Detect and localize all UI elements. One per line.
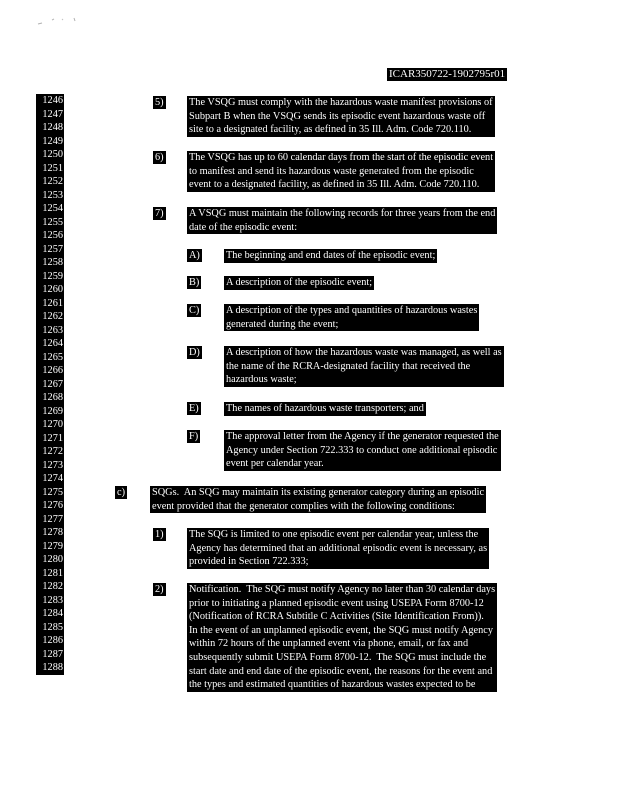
line-number: 1273 xyxy=(36,459,64,473)
line-number: 1264 xyxy=(36,337,64,351)
text-line: A description of the types and quantities of hazardous wastes xyxy=(226,305,478,316)
line-number: 1265 xyxy=(36,351,64,365)
line-number: 1285 xyxy=(36,621,64,635)
sqg-item-1-text xyxy=(187,528,489,569)
line-number: 1250 xyxy=(36,148,64,162)
line-number: 1256 xyxy=(36,229,64,243)
text-line: A description of the episodic event; xyxy=(226,277,373,288)
item-7-marker: 7) xyxy=(155,208,164,219)
line-number: 1254 xyxy=(36,202,64,216)
text-line: the name of the RCRA-designated facility that received the xyxy=(224,360,504,374)
line-number: 1259 xyxy=(36,270,64,284)
text-line: event to a designated facility, as defined in 35 Ill. Adm. Code 720.110. xyxy=(187,178,495,192)
text-line: The SQG is limited to one episodic event per calendar year, unless the xyxy=(187,528,489,542)
text-line: The names of hazardous waste transporters; and xyxy=(226,403,424,414)
item-6-text xyxy=(187,151,495,192)
text-line: (Notification of RCRA Subtitle C Activities (Site Identification From)). xyxy=(187,610,497,624)
line-number: 1252 xyxy=(36,175,64,189)
line-number: 1280 xyxy=(36,553,64,567)
line-number-column xyxy=(36,94,64,675)
subitem-c-text xyxy=(224,304,479,331)
subitem-c-marker: C) xyxy=(189,305,200,316)
document-id: ICAR350722-1902795r01 xyxy=(389,68,506,80)
line-number: 1279 xyxy=(36,540,64,554)
text-line: prior to initiating a planned episodic event using USEPA Form 8700-12 xyxy=(187,597,497,611)
line-number: 1251 xyxy=(36,162,64,176)
text-line: start date and end date of the episodic event, the reasons for the event and xyxy=(187,665,497,679)
line-number: 1269 xyxy=(36,405,64,419)
line-number: 1270 xyxy=(36,418,64,432)
subitem-a-text xyxy=(224,249,437,263)
line-number: 1275 xyxy=(36,486,64,500)
sqg-item-2-marker: 2) xyxy=(155,584,164,595)
line-number: 1284 xyxy=(36,607,64,621)
text-line: to manifest and send its hazardous waste generated from the episodic xyxy=(187,165,495,179)
line-number: 1274 xyxy=(36,472,64,486)
line-number: 1266 xyxy=(36,364,64,378)
line-number: 1277 xyxy=(36,513,64,527)
line-number: 1253 xyxy=(36,189,64,203)
line-number: 1278 xyxy=(36,526,64,540)
text-line: The approval letter from the Agency if the generator requested the xyxy=(226,431,499,442)
sqg-item-1-marker: 1) xyxy=(155,529,164,540)
section-c-text xyxy=(150,486,486,513)
line-number: 1263 xyxy=(36,324,64,338)
line-number: 1267 xyxy=(36,378,64,392)
line-number: 1261 xyxy=(36,297,64,311)
line-number: 1271 xyxy=(36,432,64,446)
line-number: 1258 xyxy=(36,256,64,270)
text-line: Agency has determined that an additional episodic event is necessary, as xyxy=(189,542,488,554)
line-number: 1246 xyxy=(36,94,64,108)
item-5-text xyxy=(187,96,495,137)
line-number: 1288 xyxy=(36,661,64,675)
text-line: generated during the event; xyxy=(224,318,479,332)
text-line: Subpart B when the VSQG sends its episodic event hazardous waste off xyxy=(187,110,495,124)
text-line: provided in Section 722.333; xyxy=(187,555,489,569)
text-line: A description of how the hazardous waste was managed, as well as xyxy=(226,347,502,358)
line-number: 1286 xyxy=(36,634,64,648)
subitem-d-marker: D) xyxy=(189,347,200,358)
item-7-text xyxy=(187,207,497,234)
text-line: event per calendar year. xyxy=(224,457,501,471)
line-number: 1287 xyxy=(36,648,64,662)
line-number: 1262 xyxy=(36,310,64,324)
text-line: date of the episodic event: xyxy=(187,221,497,235)
subitem-f-marker: F) xyxy=(189,431,199,442)
text-line: within 72 hours of the unplanned event via phone, email, or fax and xyxy=(187,637,497,651)
line-number: 1283 xyxy=(36,594,64,608)
line-number: 1257 xyxy=(36,243,64,257)
text-line: site to a designated facility, as defined in 35 Ill. Adm. Code 720.110. xyxy=(187,123,495,137)
text-line: Notification. The SQG must notify Agency no later than 30 calendar days xyxy=(189,584,496,595)
line-number: 1272 xyxy=(36,445,64,459)
line-number: 1249 xyxy=(36,135,64,149)
subitem-f-text xyxy=(224,430,501,471)
text-line: The VSQG must comply with the hazardous waste manifest provisions of xyxy=(189,97,493,108)
section-c-marker: c) xyxy=(117,487,125,498)
item-5-marker: 5) xyxy=(155,97,164,108)
line-number: 1260 xyxy=(36,283,64,297)
line-number: 1248 xyxy=(36,121,64,135)
subitem-e-text xyxy=(224,402,426,416)
text-line: hazardous waste; xyxy=(224,373,504,387)
line-number: 1268 xyxy=(36,391,64,405)
subitem-b-marker: B) xyxy=(189,277,200,288)
text-line: the types and estimated quantities of hazardous wastes expected to be xyxy=(187,678,497,692)
text-line: subsequently submit USEPA Form 8700-12. The SQG must include the xyxy=(187,651,497,665)
scan-artifact-marks xyxy=(36,14,86,28)
subitem-d-text xyxy=(224,346,504,387)
line-number: 1255 xyxy=(36,216,64,230)
text-line: SQGs. An SQG may maintain its existing generator category during an episodic xyxy=(152,487,485,498)
text-line: In the event of an unplanned episodic event, the SQG must notify Agency xyxy=(187,624,497,638)
text-line: Agency under Section 722.333 to conduct one additional episodic xyxy=(224,444,501,458)
subitem-b-text xyxy=(224,276,374,290)
line-number: 1247 xyxy=(36,108,64,122)
sqg-item-2-text xyxy=(187,583,497,692)
line-number: 1276 xyxy=(36,499,64,513)
subitem-e-marker: E) xyxy=(189,403,199,414)
line-number: 1282 xyxy=(36,580,64,594)
item-6-marker: 6) xyxy=(155,152,164,163)
text-line: A VSQG must maintain the following records for three years from the end xyxy=(189,208,496,219)
line-number: 1281 xyxy=(36,567,64,581)
subitem-a-marker: A) xyxy=(189,250,200,261)
text-line: The VSQG has up to 60 calendar days from the start of the episodic event xyxy=(189,152,494,163)
text-line: event provided that the generator complies with the following conditions: xyxy=(150,500,486,514)
text-line: The beginning and end dates of the episodic event; xyxy=(226,250,436,261)
